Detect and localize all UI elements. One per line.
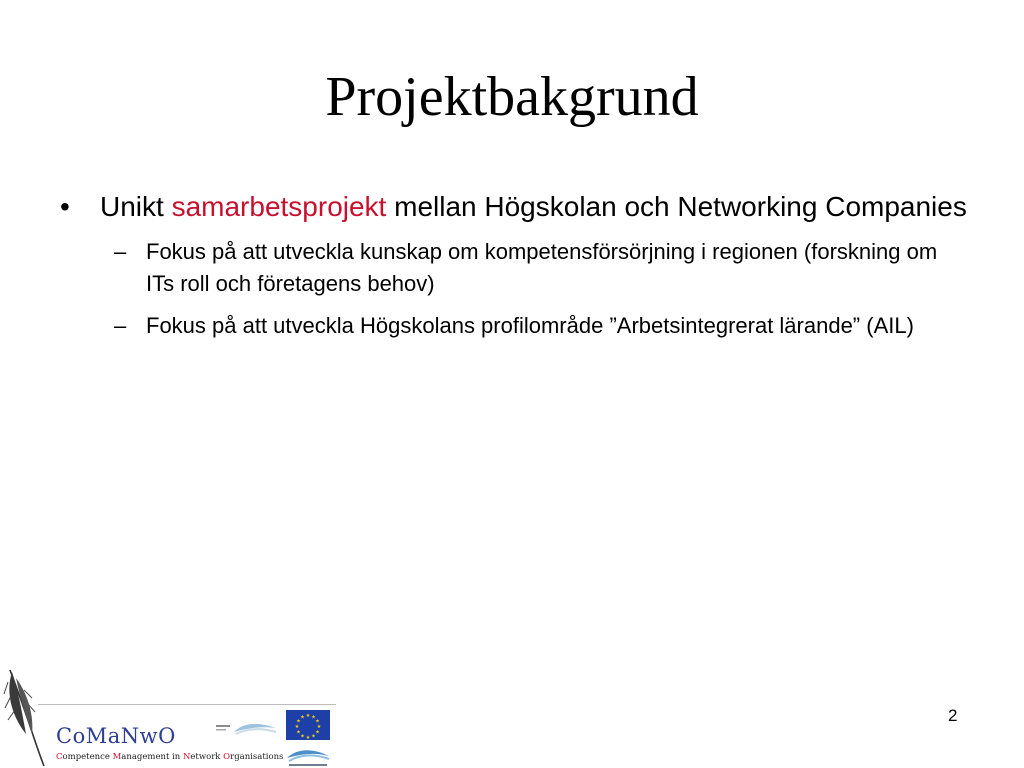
svg-text:★: ★ (305, 713, 311, 719)
sub-bullet (60, 236, 970, 300)
brand-tagline: Competence Management in Network Organisations (56, 752, 284, 762)
feather-icon (2, 668, 54, 768)
bullet-main (60, 188, 970, 226)
university-logo-icon (283, 746, 333, 768)
bullet-main-text-before: Unikt (100, 191, 164, 222)
svg-text:★: ★ (294, 724, 300, 730)
svg-text:★: ★ (296, 718, 301, 725)
sub-bullet-text: Fokus på att utveckla kunskap om kompetensförsörjning i regionen (forskning om ITs roll och företagens behov) (146, 239, 938, 296)
svg-text:★: ★ (296, 729, 301, 736)
bullet-main-text-after: mellan Högskolan och Networking Companies (394, 191, 967, 222)
svg-text:★: ★ (311, 733, 316, 740)
brand-name: CoMaNwO (56, 724, 176, 748)
footer-divider (38, 704, 336, 705)
slide-title: Projektbakgrund (325, 66, 699, 128)
eu-flag-icon (286, 710, 330, 740)
bullet-dot-icon: • (60, 191, 70, 222)
svg-text:★: ★ (300, 733, 305, 740)
svg-text:★: ★ (315, 718, 320, 725)
svg-text:★: ★ (316, 724, 322, 730)
svg-text:★: ★ (315, 729, 320, 736)
svg-text:★: ★ (305, 735, 311, 740)
sub-bullet (60, 310, 970, 342)
dash-icon: – (114, 313, 127, 338)
partner-logo-icon (214, 716, 278, 740)
page-number: 2 (948, 706, 958, 725)
sub-bullet-text: Fokus på att utveckla Högskolans profilområde ”Arbetsintegrerat lärande” (AIL) (146, 313, 914, 338)
dash-icon: – (114, 239, 127, 264)
svg-text:★: ★ (311, 714, 316, 721)
bullet-main-highlight: samarbetsprojekt (171, 191, 387, 222)
svg-text:★: ★ (300, 714, 305, 721)
footer-logos (0, 668, 340, 768)
bullet-list (60, 188, 970, 342)
